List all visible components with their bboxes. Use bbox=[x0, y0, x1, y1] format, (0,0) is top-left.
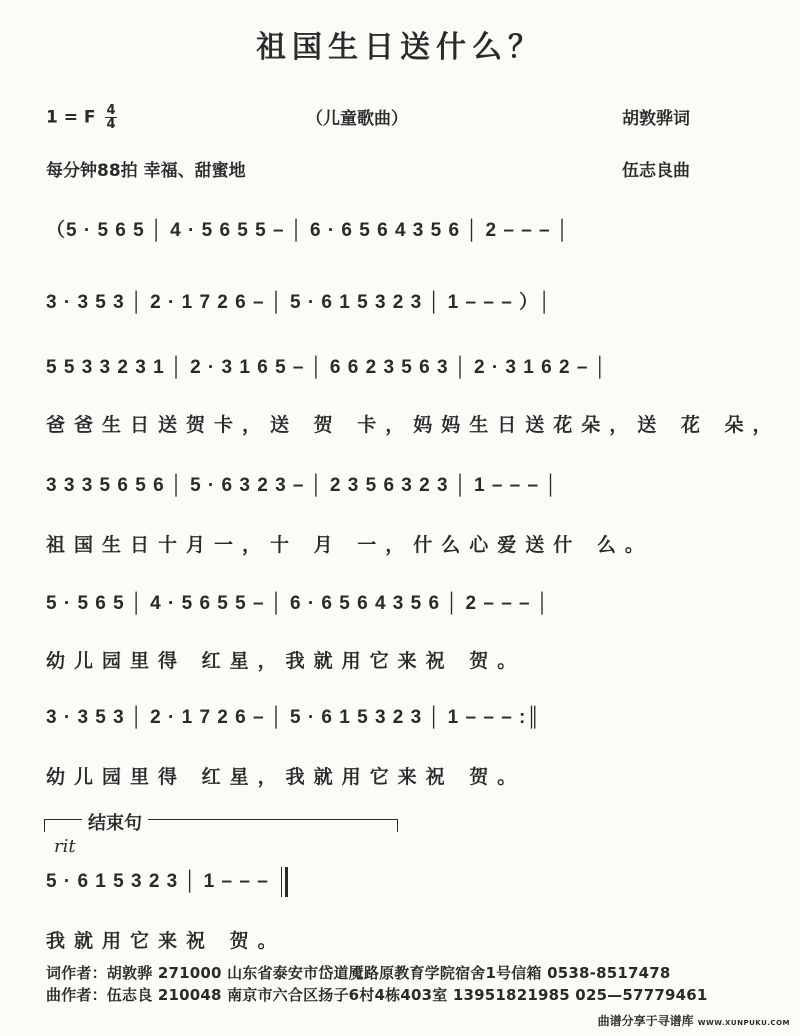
bracket-right-tick bbox=[389, 819, 398, 832]
ending-label: 结束句 bbox=[82, 809, 148, 835]
composer-credit: 伍志良曲 bbox=[622, 161, 690, 181]
score-notes: 3 · 3 5 3 │ 2 · 1 7 2 6 – │ 5 · 6 1 5 3 2 3 │ 1 – – – ）│ bbox=[46, 291, 552, 313]
watermark-url: WWW.XUNPUKU.COM bbox=[697, 1019, 790, 1027]
key-signature bbox=[46, 104, 117, 131]
score-line-2 bbox=[46, 280, 762, 320]
score-notes: 3 · 3 5 3 │ 2 · 1 7 2 6 – │ 5 · 6 1 5 3 2 3 │ 1 – – – :║ bbox=[46, 707, 541, 728]
lyricist-contact: 词作者：胡敦骅 271000 山东省泰安市岱道魇路原教育学院宿舍1号信箱 0538-8517478 bbox=[46, 964, 671, 982]
lyric-line-ending: 我就用它来祝 贺。 bbox=[46, 930, 286, 952]
score-line-6 bbox=[46, 698, 762, 738]
ending-bracket bbox=[46, 812, 396, 834]
genre-label: （儿童歌曲） bbox=[306, 109, 408, 129]
score-notes: 5 · 5 6 5 │ 4 · 5 6 5 5 – │ 6 · 6 5 6 4 3 5 6 │ 2 – – – │ bbox=[46, 593, 550, 614]
score-line-ending bbox=[46, 862, 446, 902]
lyric-line-3: 幼儿园里得 红星，我就用它来祝 贺。 bbox=[46, 650, 526, 672]
time-signature bbox=[105, 104, 116, 131]
watermark-text: 曲谱分享于寻谱库 bbox=[597, 1014, 694, 1028]
final-barline-thick bbox=[285, 867, 288, 897]
bracket-left-tick bbox=[44, 819, 53, 832]
lyricist-credit: 胡敦骅词 bbox=[622, 109, 690, 129]
score-notes: 5 5 3 3 2 3 1 │ 2 · 3 1 6 5 – │ 6 6 2 3 5 6 3 │ 2 · 3 1 6 2 – │ bbox=[46, 357, 608, 378]
lyric-line-1: 爸爸生日送贺卡，送 贺 卡，妈妈生日送花朵，送 花 朵， bbox=[46, 414, 781, 436]
time-denominator: 4 bbox=[106, 117, 116, 132]
song-title: 祖国生日送什么？ bbox=[256, 30, 544, 65]
tempo-marking: 每分钟88拍 幸福、甜蜜地 bbox=[46, 161, 246, 181]
score-notes: 5 · 6 1 5 3 2 3 │ 1 – – – bbox=[46, 871, 269, 892]
score-line-1 bbox=[46, 208, 762, 248]
watermark bbox=[598, 1012, 790, 1029]
key-label: 1 = F bbox=[46, 107, 96, 128]
final-barline-thin bbox=[281, 867, 283, 897]
lyric-line-2: 祖国生日十月一，十 月 一，什么心爱送什 么。 bbox=[46, 534, 653, 556]
score-line-3 bbox=[46, 348, 762, 388]
score-line-5 bbox=[46, 584, 762, 624]
composer-contact: 曲作者：伍志良 210048 南京市六合区扬子6村4栋403室 13951821985 025—57779461 bbox=[46, 986, 708, 1004]
rit-marking: rit bbox=[54, 836, 76, 857]
lyric-line-4: 幼儿园里得 红星，我就用它来祝 贺。 bbox=[46, 766, 526, 788]
score-notes: （5 · 5 6 5 │ 4 · 5 6 5 5 – │ 6 · 6 5 6 4 3 5 6 │ 2 – – – │ bbox=[46, 219, 570, 241]
score-notes: 3 3 3 5 6 5 6 │ 5 · 6 3 2 3 – │ 2 3 5 6 3 2 3 │ 1 – – – │ bbox=[46, 475, 559, 496]
time-numerator: 4 bbox=[106, 103, 116, 118]
score-line-4 bbox=[46, 466, 762, 506]
